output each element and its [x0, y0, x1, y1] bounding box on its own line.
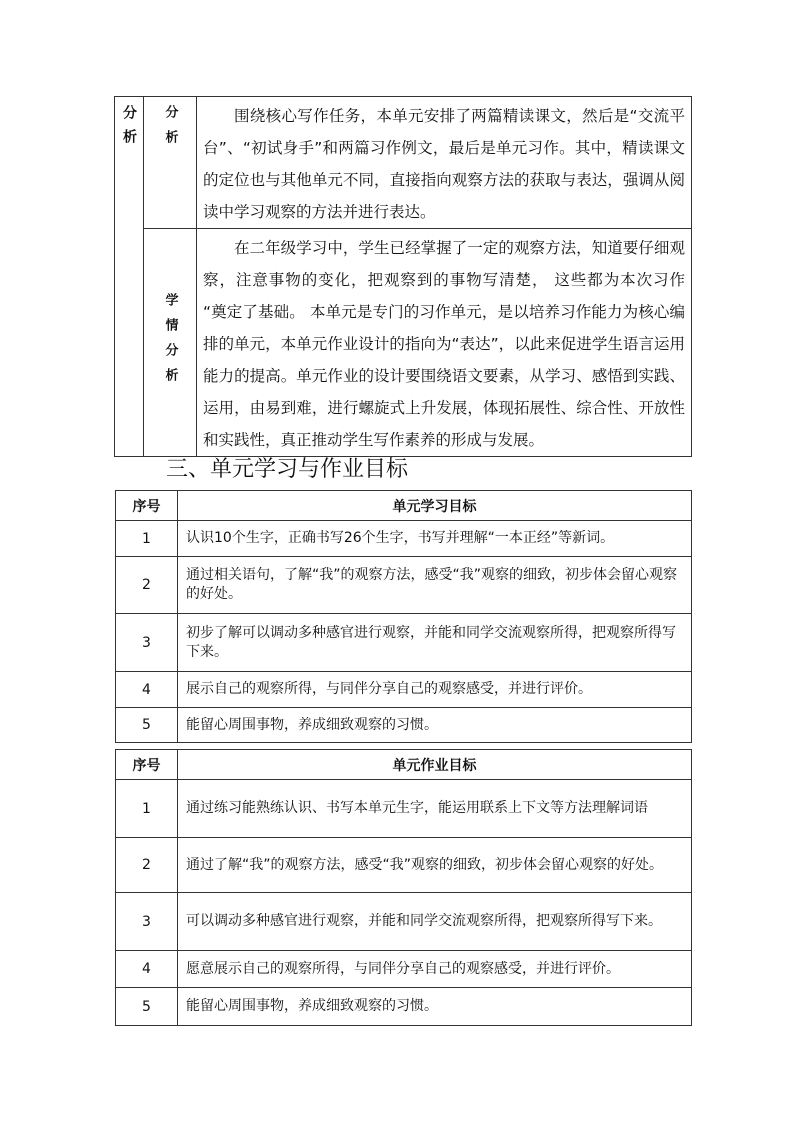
analysis-text-cell — [197, 229, 692, 457]
row-num: 3 — [116, 893, 178, 951]
row-text: 愿意展示自己的观察所得，与同伴分享自己的观察感受，并进行评价。 — [178, 951, 692, 988]
table-row — [116, 521, 692, 557]
row-label-2: 学情分析 — [162, 292, 178, 393]
row-text: 通过相关语句，了解“我”的观察方法，感受“我”观察的细致，初步体会留心观察的好处。 — [178, 557, 692, 614]
row-num: 4 — [116, 672, 178, 708]
col-header-goal: 单元学习目标 — [178, 491, 692, 521]
analysis-table — [114, 96, 692, 457]
section-title: 三、单元学习与作业目标 — [166, 457, 409, 482]
col-header-num: 序号 — [116, 750, 178, 780]
row-text: 通过练习能熟练认识、书写本单元生字，能运用联系上下文等方法理解词语 — [178, 780, 692, 838]
row-label-1: 分析 — [162, 105, 178, 155]
col-header-goal: 单元作业目标 — [178, 750, 692, 780]
row-num: 2 — [116, 557, 178, 614]
table-row — [116, 708, 692, 743]
table-row — [116, 614, 692, 672]
table-row — [116, 672, 692, 708]
analysis-text-cell — [197, 97, 692, 229]
row-text: 能留心周围事物，养成细致观察的习惯。 — [178, 708, 692, 743]
col-header-num: 序号 — [116, 491, 178, 521]
row-text: 展示自己的观察所得，与同伴分享自己的观察感受，并进行评价。 — [178, 672, 692, 708]
row-num: 1 — [116, 521, 178, 557]
row-label-cell — [144, 97, 197, 229]
table-row — [116, 780, 692, 838]
table-row — [116, 951, 692, 988]
row-text: 认识10个生字，正确书写26个生字，书写并理解“一本正经”等新词。 — [178, 521, 692, 557]
row-num: 3 — [116, 614, 178, 672]
row-text: 能留心周围事物，养成细致观察的习惯。 — [178, 988, 692, 1026]
table-header — [116, 491, 692, 521]
table-row — [116, 838, 692, 893]
table-row — [116, 988, 692, 1026]
row-num: 5 — [116, 988, 178, 1026]
row-text: 初步了解可以调动多种感官进行观察，并能和同学交流观察所得，把观察所得写下来。 — [178, 614, 692, 672]
row-num: 5 — [116, 708, 178, 743]
analysis-paragraph-1: 围绕核心写作任务，本单元安排了两篇精读课文，然后是“交流平台”、“初试身手”和两篇习作例文，最后是单元习作。其中，精读课文的定位也与其他单元不同，直接指向观察方法的获取与表达，强调从阅读中学习观察的方法并进行表达。 — [203, 107, 685, 221]
row-label-cell — [144, 229, 197, 457]
row-num: 1 — [116, 780, 178, 838]
table-row — [116, 893, 692, 951]
analysis-paragraph-2: 在二年级学习中，学生已经掌握了一定的观察方法，知道要仔细观察，注意事物的变化，把观察到的事物写清楚， 这些都为本次习作 “奠定了基础。 本单元是专门的习作单元，是以培养习作能力为核心编排的单元，本单元作业设计的指向为“表达”，以此来促进学生语言运用能力的提高。单元作业的设计要围绕语文要素，从学习、感悟到实践、运用，由易到难，进行螺旋式上升发展，体现拓展性、综合性、开放性和实践性，真正推动学生写作素养的形成与发展。 — [203, 239, 685, 449]
row-text: 通过了解“我”的观察方法，感受“我”观察的细致，初步体会留心观察的好处。 — [178, 838, 692, 893]
table-header — [116, 750, 692, 780]
row-num: 2 — [116, 838, 178, 893]
table-row — [116, 557, 692, 614]
homework-goals-table — [115, 749, 692, 1026]
outer-label-cell — [115, 97, 144, 457]
row-text: 可以调动多种感官进行观察，并能和同学交流观察所得，把观察所得写下来。 — [178, 893, 692, 951]
row-num: 4 — [116, 951, 178, 988]
outer-label: 分析 — [121, 105, 137, 153]
learning-goals-table — [115, 490, 692, 743]
